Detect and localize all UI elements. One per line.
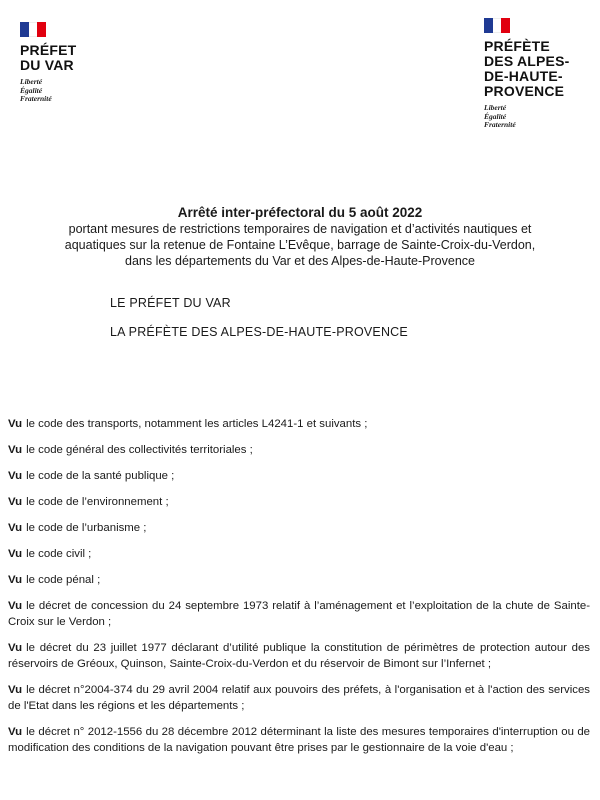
right-logo-line: DES ALPES- bbox=[484, 53, 570, 69]
left-logo-line: DU VAR bbox=[20, 57, 74, 73]
visa-item: Vu le code de la santé publique ; bbox=[8, 470, 175, 482]
visa-item: Vu le code civil ; bbox=[8, 548, 92, 560]
visa-item: Vu le décret de concession du 24 septembre 1973 relatif à l’aménagement et l’exploitation de la chute de Sainte-Croix sur le Verdon ; bbox=[8, 600, 590, 628]
prefete-ahp-logo bbox=[484, 18, 594, 130]
visa-item: Vu le décret n° 2012-1556 du 28 décembre 2012 déterminant la liste des mesures temporaires d'interruption ou de modification des conditions de la navigation pouvant être prises par le gestionnaire de la voie d'eau ; bbox=[8, 726, 590, 754]
prefet-du-var-logo bbox=[20, 22, 130, 104]
subtitle-line: aquatiques sur la retenue de Fontaine L’Evêque, barrage de Sainte-Croix-du-Verdon, bbox=[64, 238, 536, 252]
visa-item: Vu le code de l’urbanisme ; bbox=[8, 522, 147, 534]
visa-item: Vu le décret du 23 juillet 1977 déclarant d’utilité publique la constitution de périmètres de protection autour des réservoirs de Gréoux, Quinson, Sainte-Croix-du-Verdon et du réservoir de Bimont sur l’Infernet ; bbox=[8, 642, 590, 670]
right-logo-line: PROVENCE bbox=[484, 83, 565, 99]
title-block bbox=[20, 204, 580, 269]
marianne-flag-icon bbox=[484, 18, 510, 33]
right-logo-line: PRÉFÈTE bbox=[484, 38, 550, 54]
marianne-flag-icon bbox=[20, 22, 46, 37]
subtitle-line: dans les départements du Var et des Alpes-de-Haute-Provence bbox=[125, 254, 475, 268]
visa-item: Vu le code de l’environnement ; bbox=[8, 496, 169, 508]
authority-prefet-var: LE PRÉFET DU VAR bbox=[110, 296, 231, 310]
visa-list bbox=[8, 416, 590, 766]
authority-prefete-ahp: LA PRÉFÈTE DES ALPES-DE-HAUTE-PROVENCE bbox=[110, 325, 408, 339]
subtitle-line: portant mesures de restrictions temporaires de navigation et d’activités nautiques et bbox=[68, 222, 532, 236]
right-logo-motto: Liberté Égalité Fraternité bbox=[484, 103, 516, 129]
right-logo-line: DE-HAUTE- bbox=[484, 68, 563, 84]
visa-item: Vu le code général des collectivités territoriales ; bbox=[8, 444, 253, 456]
left-logo-motto: Liberté Égalité Fraternité bbox=[20, 77, 52, 103]
visa-item: Vu le code des transports, notamment les articles L4241-1 et suivants ; bbox=[8, 418, 368, 430]
visa-item: Vu le décret n°2004-374 du 29 avril 2004 relatif aux pouvoirs des préfets, à l'organisation et à l'action des services de l'Etat dans les régions et les départements ; bbox=[8, 684, 590, 712]
document-title: Arrêté inter-préfectoral du 5 août 2022 bbox=[177, 205, 423, 220]
visa-item: Vu le code pénal ; bbox=[8, 574, 101, 586]
left-logo-line: PRÉFET bbox=[20, 42, 77, 58]
